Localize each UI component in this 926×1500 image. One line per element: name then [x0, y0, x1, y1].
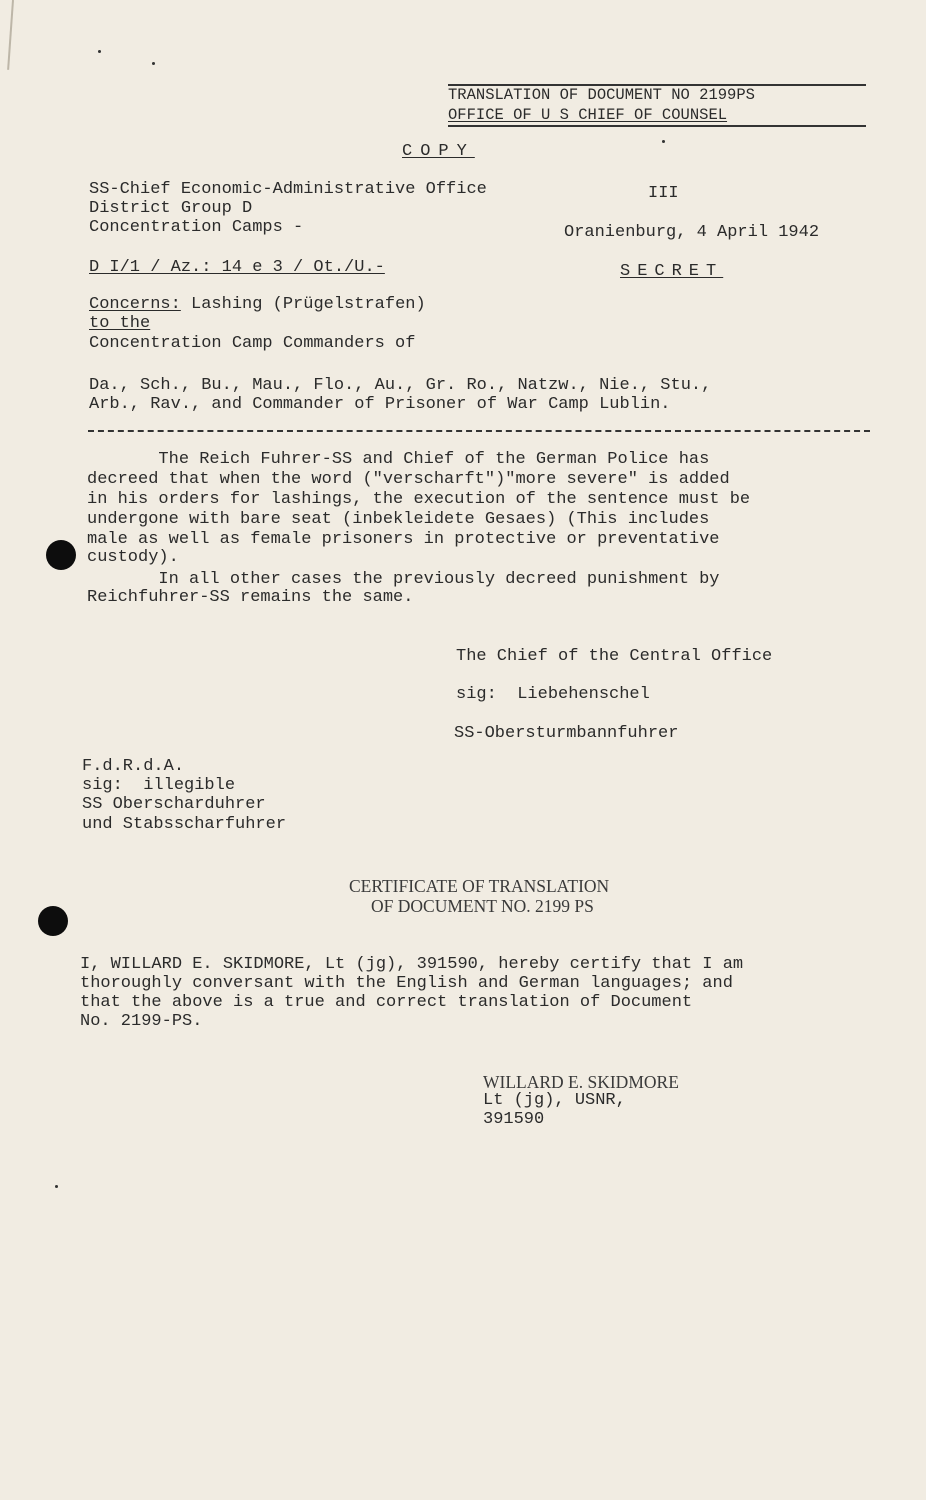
- signatory-signature: sig: Liebehenschel: [456, 685, 650, 704]
- certifier-line-3: SS Oberscharduhrer: [82, 795, 266, 814]
- body-line: custody).: [87, 548, 179, 567]
- body-line: The Reich Fuhrer-SS and Chief of the German Police has: [87, 450, 710, 469]
- certificate-line: I, WILLARD E. SKIDMORE, Lt (jg), 391590, hereby certify that I am: [80, 955, 744, 974]
- body-line: undergone with bare seat (inbekleidete Gesaes) (This includes: [87, 510, 710, 529]
- certificate-line: thoroughly conversant with the English and German languages; and: [80, 974, 733, 993]
- recipients-line-1: Da., Sch., Bu., Mau., Flo., Au., Gr. Ro., Natzw., Nie., Stu.,: [89, 376, 712, 395]
- punch-hole: [38, 906, 68, 936]
- speck: [55, 1185, 58, 1188]
- body-line: Reichfuhrer-SS remains the same.: [87, 588, 414, 607]
- certificate-title-2: OF DOCUMENT NO. 2199 PS: [371, 896, 594, 916]
- reference-number: D I/1 / Az.: 14 e 3 / Ot./U.-: [89, 258, 385, 277]
- header-line-2: OFFICE OF U S CHIEF OF COUNSEL: [448, 106, 728, 124]
- body-line: in his orders for lashings, the execution of the sentence must be: [87, 490, 751, 509]
- signatory-title: The Chief of the Central Office: [456, 647, 773, 666]
- speck: [152, 62, 155, 65]
- sender-line-2: District Group D: [89, 199, 253, 218]
- certifier-line-1: F.d.R.d.A.: [82, 757, 185, 776]
- certifier-line-2: sig: illegible: [82, 776, 236, 795]
- header-line-1: TRANSLATION OF DOCUMENT NO 2199PS: [448, 86, 755, 104]
- body-line: In all other cases the previously decreed punishment by: [87, 570, 720, 589]
- sender-line-3: Concentration Camps -: [89, 218, 304, 237]
- body-line: decreed that when the word ("verscharft")"more severe" is added: [87, 470, 730, 489]
- concerns-to: to the: [89, 314, 151, 333]
- header-bottom-rule: [448, 125, 866, 127]
- body-line: male as well as female prisoners in protective or preventative: [87, 530, 720, 549]
- certificate-line: that the above is a true and correct translation of Document: [80, 993, 693, 1012]
- copy-label: COPY: [402, 142, 475, 161]
- certificate-line: No. 2199-PS.: [80, 1012, 203, 1031]
- signatory-rank: SS-Obersturmbannfuhrer: [454, 724, 679, 743]
- punch-hole: [46, 540, 76, 570]
- speck: [662, 140, 665, 143]
- certifier-line-4: und Stabsscharfuhrer: [82, 815, 287, 834]
- place-date: Oranienburg, 4 April 1942: [564, 223, 820, 242]
- separator-dashed-rule: [88, 430, 870, 432]
- page-edge: [7, 0, 14, 70]
- speck: [98, 50, 101, 53]
- translator-number: 391590: [483, 1110, 545, 1129]
- department-number: III: [648, 184, 679, 203]
- certificate-title-1: CERTIFICATE OF TRANSLATION: [349, 876, 610, 896]
- translator-name: WILLARD E. SKIDMORE: [483, 1072, 679, 1092]
- translator-rank: Lt (jg), USNR,: [483, 1091, 626, 1110]
- concerns-label: Concerns:: [89, 295, 181, 314]
- sender-line-1: SS-Chief Economic-Administrative Office: [89, 180, 487, 199]
- classification-stamp: SECRET: [620, 262, 724, 281]
- concerns-addressees: Concentration Camp Commanders of: [89, 334, 416, 353]
- recipients-line-2: Arb., Rav., and Commander of Prisoner of War Camp Lublin.: [89, 395, 671, 414]
- concerns-subject: Lashing (Prügelstrafen): [180, 295, 426, 314]
